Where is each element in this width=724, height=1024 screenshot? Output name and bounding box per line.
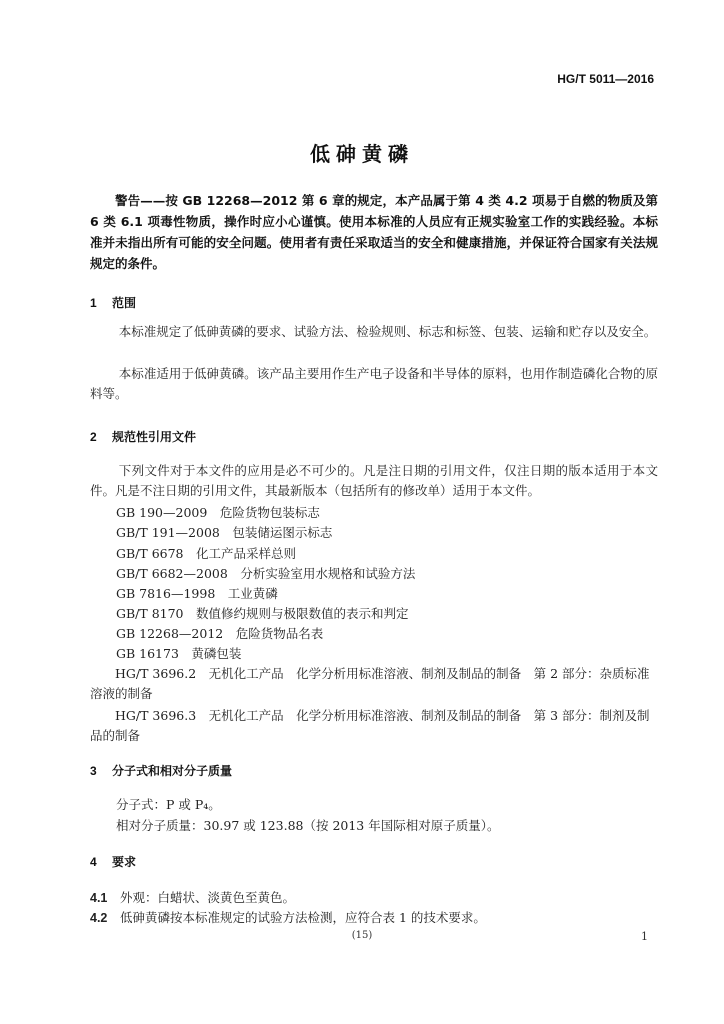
reference-item-long: HG/T 3696.3 无机化工产品 化学分析用标准溶液、制剂及制品的制备 第 3 部分：制剂及制品的制备: [90, 708, 650, 743]
molecular-formula: 分子式：P 或 P₄。: [116, 797, 221, 812]
reference-item: GB/T 6682—2008 分析实验室用水规格和试验方法: [116, 566, 416, 581]
reference-item: GB/T 191—2008 包装储运图示标志: [116, 525, 333, 540]
footer-sequence: (15): [351, 930, 373, 941]
section-2-intro: 下列文件对于本文件的应用是必不可少的。凡是注日期的引用文件，仅注日期的版本适用于本文件。凡是不注日期的引用文件，其最新版本（包括所有的修改单）适用于本文件。: [90, 463, 658, 498]
warning-paragraph: 警告——按 GB 12268—2012 第 6 章的规定，本产品属于第 4 类 4.2 项易于自燃的物质及第 6 类 6.1 项毒性物质，操作时应小心谨慎。使用本标准的人员应有正规实验室工作的实践经验。本标准并未指出所有可能的安全问题。使用者有责任采取适当的安全和健康措施，并保证符合国家有关法规规定的条件。: [90, 193, 658, 271]
section-number: 1: [90, 296, 97, 310]
section-1-paragraph-2: 本标准适用于低砷黄磷。该产品主要用作生产电子设备和半导体的原料，也用作制造磷化合物的原料等。: [90, 366, 658, 401]
requirement-item: [90, 888, 295, 906]
section-number: 3: [90, 764, 97, 778]
reference-item: GB 16173 黄磷包装: [116, 646, 242, 661]
section-title: 分子式和相对分子质量: [112, 764, 233, 778]
requirement-text: 外观：白蜡状、淡黄色至黄色。: [120, 890, 296, 905]
page-number: 1: [641, 930, 648, 943]
section-title: 范围: [112, 296, 137, 310]
reference-item: GB/T 8170 数值修约规则与极限数值的表示和判定: [116, 606, 409, 621]
reference-item: GB/T 6678 化工产品采样总则: [116, 546, 297, 561]
section-1-paragraph-1: 本标准规定了低砷黄磷的要求、试验方法、检验规则、标志和标签、包装、运输和贮存以及安全。: [118, 324, 657, 339]
section-4-heading: [90, 853, 136, 870]
section-1-heading: [90, 294, 136, 311]
requirement-text: 低砷黄磷按本标准规定的试验方法检测，应符合表 1 的技术要求。: [120, 910, 486, 925]
section-3-heading: [90, 762, 232, 779]
section-number: 2: [90, 430, 97, 444]
document-title: 低砷黄磷: [310, 142, 414, 166]
section-number: 4: [90, 855, 97, 869]
reference-item: GB 7816—1998 工业黄磷: [116, 586, 278, 601]
standard-code: HG/T 5011—2016: [557, 72, 654, 86]
reference-item: GB 190—2009 危险货物包装标志: [116, 505, 320, 520]
requirement-number: 4.2: [90, 911, 108, 925]
section-title: 要求: [112, 855, 137, 869]
section-title: 规范性引用文件: [112, 430, 197, 444]
requirement-number: 4.1: [90, 891, 108, 905]
molecular-mass: 相对分子质量：30.97 或 123.88（按 2013 年国际相对原子质量）。: [116, 818, 500, 833]
reference-item-long: HG/T 3696.2 无机化工产品 化学分析用标准溶液、制剂及制品的制备 第 2 部分：杂质标准溶液的制备: [90, 666, 650, 701]
reference-item: GB 12268—2012 危险货物品名表: [116, 626, 324, 641]
section-2-heading: [90, 428, 196, 445]
requirement-item: [90, 908, 486, 926]
